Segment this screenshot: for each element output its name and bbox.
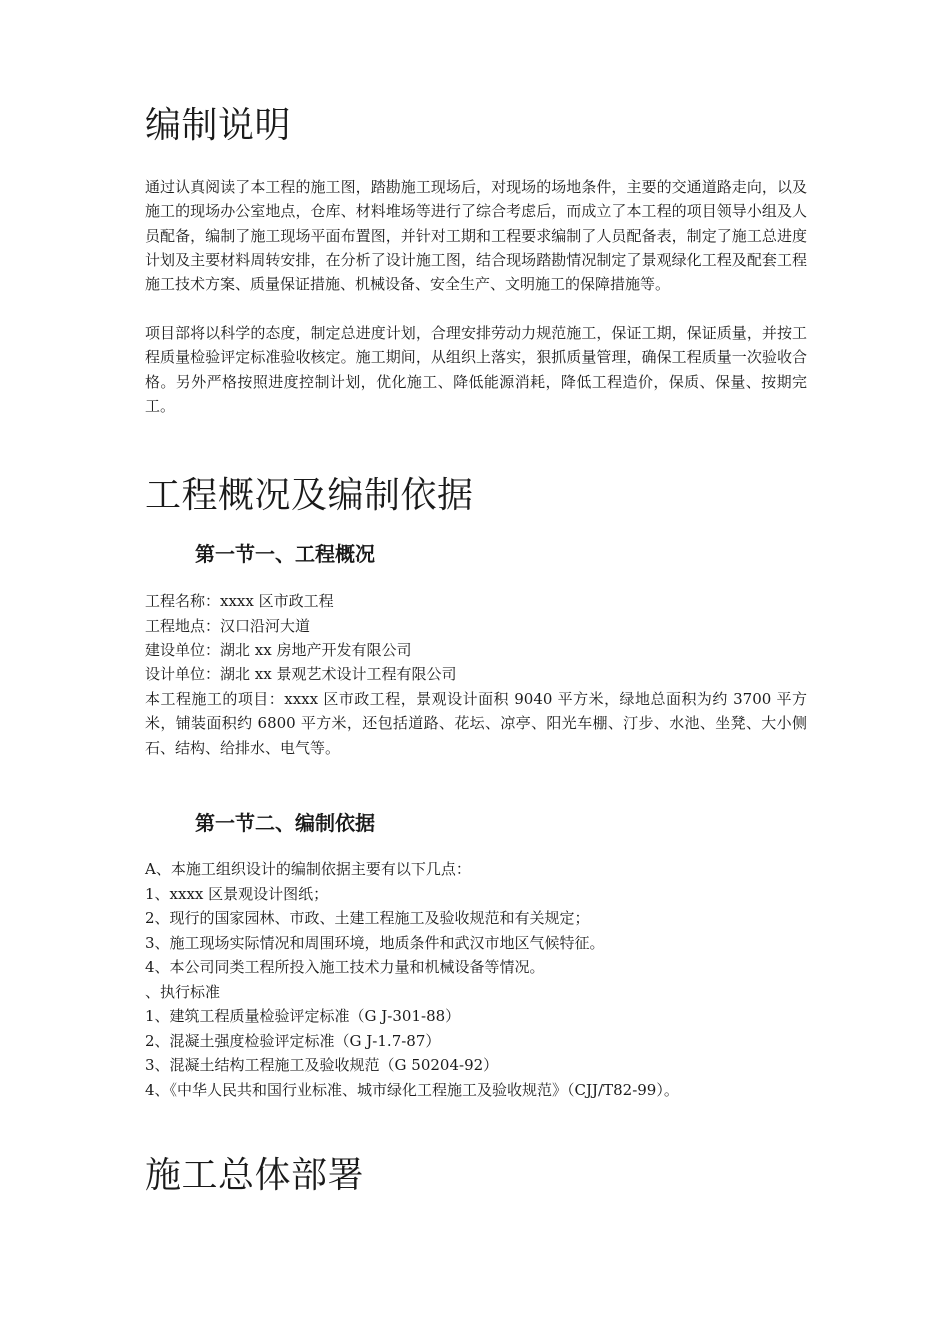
- subheading-compilation-basis: 第一节二、编制依据: [195, 811, 375, 835]
- standards-heading-line: 、执行标准: [145, 983, 221, 1001]
- standard-item-4: 4、《中华人民共和国行业标准、城市绿化工程施工及验收规范》（CJJ/T82-99）。: [145, 1081, 679, 1099]
- paragraph-project-commitment: 项目部将以科学的态度，制定总进度计划，合理安排劳动力规范施工，保证工期，保证质量，并按工程质量检验评定标准验收核定。施工期间，从组织上落实，狠抓质量管理，确保工程质量一次验收合格。另外严格按照进度控制计划，优化施工、降低能源消耗，降低工程造价，保质、保量、按期完工。: [145, 324, 807, 415]
- basis-item-4: 4、本公司同类工程所投入施工技术力量和机械设备等情况。: [145, 958, 545, 976]
- design-unit-line: 设计单位：湖北 xx 景观艺术设计工程有限公司: [145, 665, 457, 683]
- basis-intro-line: A、本施工组织设计的编制依据主要有以下几点：: [145, 860, 471, 878]
- basis-item-1: 1、xxxx 区景观设计图纸；: [145, 885, 329, 903]
- heading-project-overview: 工程概况及编制依据: [145, 475, 474, 516]
- paragraph-intro: 通过认真阅读了本工程的施工图，踏勘施工现场后，对现场的场地条件，主要的交通道路走向，以及施工的现场办公室地点，仓库、材料堆场等进行了综合考虑后，而成立了本工程的项目领导小组及人员配备，编制了施工现场平面布置图，并针对工期和工程要求编制了人员配备表，制定了施工总进度计划及主要材料周转安排，在分析了设计施工图，结合现场踏勘情况制定了景观绿化工程及配套工程施工技术方案、质量保证措施、机械设备、安全生产、文明施工的保障措施等。: [145, 178, 807, 294]
- basis-item-2: 2、现行的国家园林、市政、土建工程施工及验收规范和有关规定；: [145, 909, 590, 927]
- standard-item-3: 3、混凝土结构工程施工及验收规范（G 50204-92）: [145, 1056, 499, 1074]
- standard-item-2: 2、混凝土强度检验评定标准（G J-1.7-87）: [145, 1032, 441, 1050]
- project-name-line: 工程名称：xxxx 区市政工程: [145, 592, 334, 610]
- heading-overall-deployment: 施工总体部署: [145, 1155, 365, 1196]
- basis-item-3: 3、施工现场实际情况和周围环境，地质条件和武汉市地区气候特征。: [145, 934, 605, 952]
- paragraph-project-scope: 本工程施工的项目：xxxx 区市政工程，景观设计面积 9040 平方米，绿地总面积为约 3700 平方米，铺装面积约 6800 平方米，还包括道路、花坛、凉亭、阳光车棚、汀步、水池、坐凳、大小侧石、结构、给排水、电气等。: [145, 690, 807, 757]
- construction-unit-line: 建设单位：湖北 xx 房地产开发有限公司: [145, 641, 412, 659]
- subheading-project-overview: 第一节一、工程概况: [195, 542, 375, 566]
- heading-compilation-notes: 编制说明: [145, 105, 292, 146]
- standard-item-1: 1、建筑工程质量检验评定标准（G J-301-88）: [145, 1007, 461, 1025]
- project-location-line: 工程地点：汉口沿河大道: [145, 617, 311, 635]
